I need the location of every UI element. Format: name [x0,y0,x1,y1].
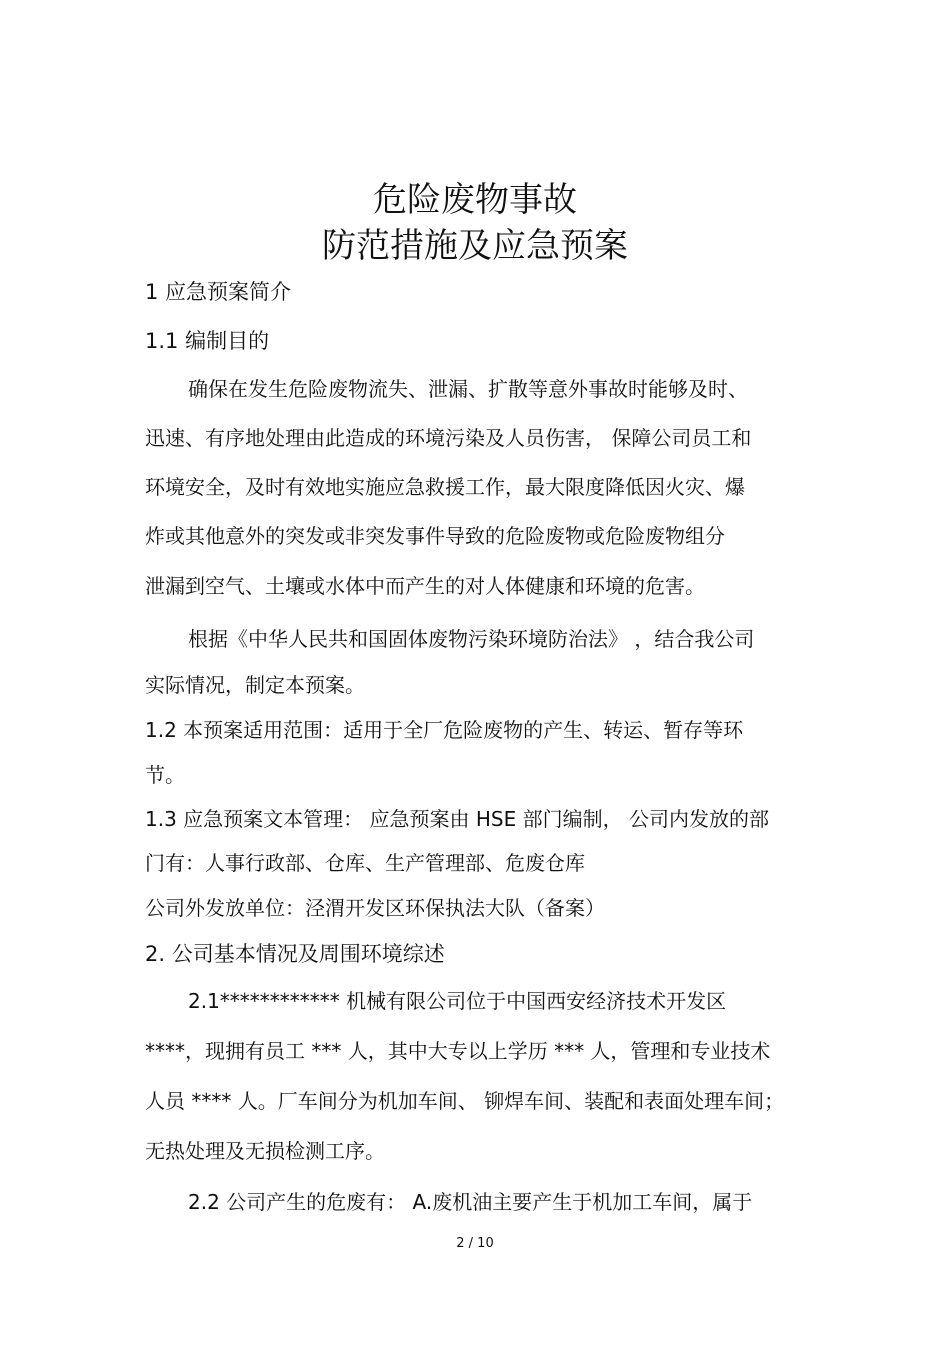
document-title-line-2: 防范措施及应急预案 [322,226,628,266]
paragraph-line: ****，现拥有员工 *** 人，其中大专以上学历 *** 人，管理和专业技术 [145,1039,771,1063]
paragraph-line: 确保在发生危险废物流失、泄漏、扩散等意外事故时能够及时、 [188,377,748,401]
paragraph-line: 无热处理及无损检测工序。 [145,1139,385,1163]
page-number: 2 / 10 [456,1236,494,1251]
document-title-line-1: 危险废物事故 [373,180,577,220]
section-1-3-line: 1.3 应急预案文本管理： 应急预案由 HSE 部门编制， 公司内发放的部 [145,807,769,831]
paragraph-line: 根据《中华人民共和国固体废物污染环境防治法》 ，结合我公司 [188,627,755,651]
paragraph-line: 迅速、有序地处理由此造成的环境污染及人员伤害， 保障公司员工和 [145,426,752,450]
paragraph-line: 实际情况，制定本预案。 [145,673,365,697]
paragraph-line: 人员 **** 人。厂车间分为机加车间、 铆焊车间、装配和表面处理车间； [145,1089,785,1113]
paragraph-line: 炸或其他意外的突发或非突发事件导致的危险废物或危险废物组分 [145,524,725,548]
section-1-2-line: 1.2 本预案适用范围：适用于全厂危险废物的产生、转运、暂存等环 [145,718,744,742]
section-1-heading: 1 应急预案简介 [145,280,292,304]
section-2-heading: 2. 公司基本情况及周围环境综述 [145,942,445,966]
paragraph-line: 2.1************ 机械有限公司位于中国西安经济技术开发区 [188,989,727,1013]
section-1-1-heading: 1.1 编制目的 [145,329,270,353]
section-1-3-line: 门有：人事行政部、仓库、生产管理部、危废仓库 [145,851,585,875]
section-1-2-line: 节。 [145,763,185,787]
paragraph-line: 2.2 公司产生的危废有： A.废机油主要产生于机加工车间，属于 [188,1190,753,1214]
paragraph-line: 环境安全，及时有效地实施应急救援工作，最大限度降低因火灾、爆 [145,475,745,499]
paragraph-line: 泄漏到空气、土壤或水体中而产生的对人体健康和环境的危害。 [145,574,705,598]
section-1-3-line: 公司外发放单位：泾渭开发区环保执法大队（备案） [145,896,605,920]
